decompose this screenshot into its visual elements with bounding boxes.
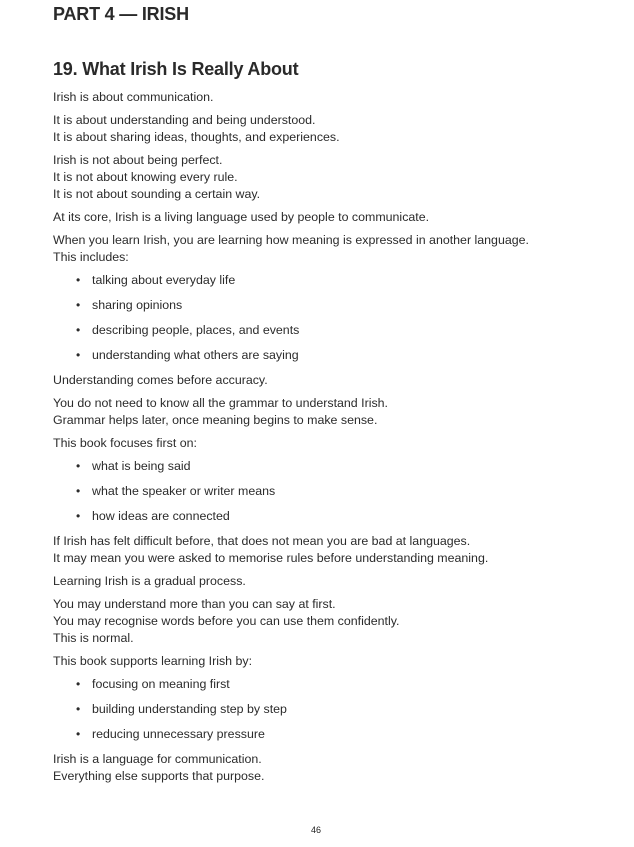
- paragraph-line: When you learn Irish, you are learning how meaning is expressed in another language.: [53, 233, 529, 247]
- bullet-list: [53, 676, 613, 743]
- paragraph-line: It is about understanding and being understood.: [53, 113, 316, 127]
- paragraph-line: Irish is a language for communication.: [53, 752, 262, 766]
- paragraph-line: At its core, Irish is a living language used by people to communicate.: [53, 210, 430, 224]
- chapter-title: 19. What Irish Is Really About: [53, 59, 299, 79]
- paragraph: [53, 89, 613, 106]
- paragraph-line: You do not need to know all the grammar to understand Irish.: [53, 396, 388, 410]
- paragraph-line: You may understand more than you can say at first.: [53, 597, 336, 611]
- chapter-body: [53, 89, 613, 791]
- paragraph-line: It is about sharing ideas, thoughts, and experiences.: [53, 130, 340, 144]
- bullet-icon: •: [76, 459, 81, 473]
- paragraph-line: It is not about sounding a certain way.: [53, 187, 261, 201]
- bullet-icon: •: [76, 677, 81, 691]
- paragraph: [53, 596, 613, 647]
- list-item: [53, 272, 613, 289]
- paragraph: [53, 751, 613, 785]
- paragraph: [53, 152, 613, 203]
- list-item-text: building understanding step by step: [92, 702, 287, 716]
- paragraph-line: Understanding comes before accuracy.: [53, 373, 268, 387]
- paragraph-line: This is normal.: [53, 631, 134, 645]
- bullet-list: [53, 272, 613, 364]
- list-item-text: focusing on meaning first: [92, 677, 230, 691]
- paragraph: [53, 395, 613, 429]
- paragraph-line: Learning Irish is a gradual process.: [53, 574, 246, 588]
- list-item-text: describing people, places, and events: [92, 323, 300, 337]
- list-item-text: understanding what others are saying: [92, 348, 299, 362]
- paragraph-line: Everything else supports that purpose.: [53, 769, 265, 783]
- list-item: [53, 458, 613, 475]
- list-item: [53, 322, 613, 339]
- list-item: [53, 508, 613, 525]
- paragraph: [53, 573, 613, 590]
- page-number: 46: [311, 825, 322, 835]
- paragraph-line: It may mean you were asked to memorise rules before understanding meaning.: [53, 551, 489, 565]
- paragraph: [53, 653, 613, 670]
- paragraph-line: This book focuses first on:: [53, 436, 197, 450]
- paragraph: [53, 435, 613, 452]
- list-item: [53, 347, 613, 364]
- paragraph-line: If Irish has felt difficult before, that does not mean you are bad at languages.: [53, 534, 471, 548]
- bullet-icon: •: [76, 298, 81, 312]
- part-title: PART 4 — IRISH: [53, 4, 189, 24]
- paragraph-line: This book supports learning Irish by:: [53, 654, 253, 668]
- paragraph: [53, 372, 613, 389]
- paragraph-line: This includes:: [53, 250, 129, 264]
- bullet-icon: •: [76, 273, 81, 287]
- paragraph: [53, 533, 613, 567]
- paragraph: [53, 209, 613, 226]
- bullet-list: [53, 458, 613, 525]
- bullet-icon: •: [76, 702, 81, 716]
- paragraph: [53, 232, 613, 266]
- list-item: [53, 676, 613, 693]
- list-item-text: sharing opinions: [92, 298, 183, 312]
- list-item-text: what is being said: [92, 459, 191, 473]
- bullet-icon: •: [76, 348, 81, 362]
- paragraph-line: It is not about knowing every rule.: [53, 170, 238, 184]
- list-item: [53, 483, 613, 500]
- paragraph-line: Grammar helps later, once meaning begins to make sense.: [53, 413, 378, 427]
- bullet-icon: •: [76, 727, 81, 741]
- list-item-text: reducing unnecessary pressure: [92, 727, 265, 741]
- paragraph: [53, 112, 613, 146]
- list-item: [53, 726, 613, 743]
- bullet-icon: •: [76, 323, 81, 337]
- list-item: [53, 701, 613, 718]
- list-item-text: talking about everyday life: [92, 273, 236, 287]
- bullet-icon: •: [76, 509, 81, 523]
- list-item-text: how ideas are connected: [92, 509, 230, 523]
- bullet-icon: •: [76, 484, 81, 498]
- paragraph-line: Irish is about communication.: [53, 90, 214, 104]
- paragraph-line: Irish is not about being perfect.: [53, 153, 223, 167]
- list-item-text: what the speaker or writer means: [92, 484, 276, 498]
- list-item: [53, 297, 613, 314]
- paragraph-line: You may recognise words before you can use them confidently.: [53, 614, 400, 628]
